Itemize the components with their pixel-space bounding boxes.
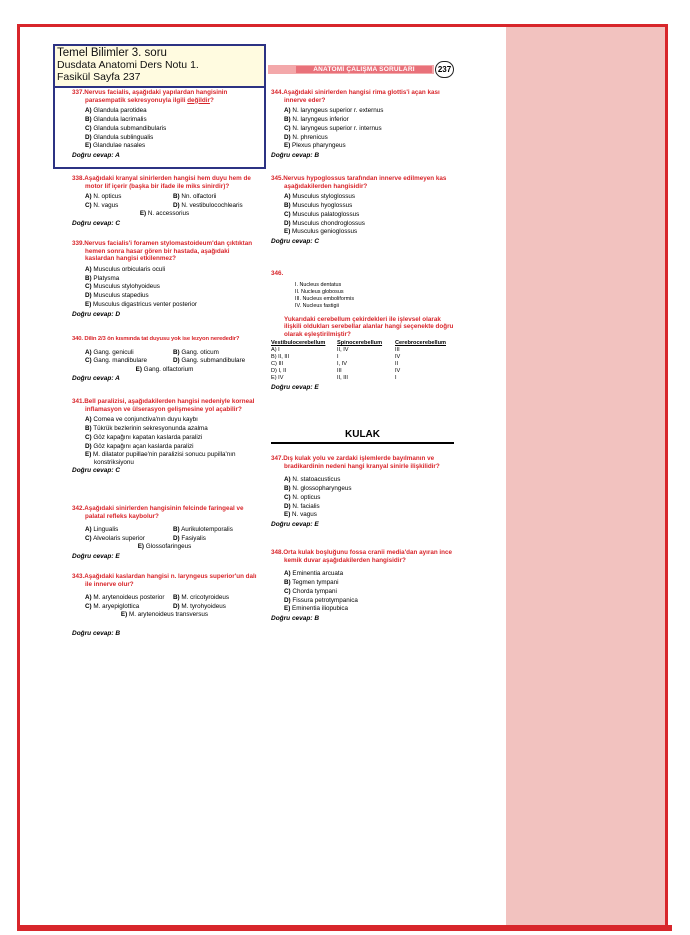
q342-option-b: B) Aurikulotemporalis: [173, 526, 233, 534]
q346-table-header: Vestibulocerebellum Spinocerebellum Cerebrocerebellum: [271, 340, 446, 347]
page-number: 237: [435, 61, 454, 78]
info-line-1: Temel Bilimler 3. soru: [57, 47, 167, 59]
q338-option-c: C) N. vagus: [85, 201, 119, 209]
section-rule: [271, 442, 454, 444]
q348-option-c: C) Chorda tympani: [284, 587, 337, 595]
q348-option-d: D) Fissura petrotympanica: [284, 596, 358, 604]
q338-option-d: D) N. vestibulocochlearis: [173, 201, 243, 209]
q346-table-row: B) II, III I IV: [271, 354, 401, 361]
q344-option-a: A) N. laryngeus superior r. externus: [284, 107, 384, 115]
q341-option-d: D) Göz kapağını açan kaslarda paralizi: [85, 442, 194, 450]
q339-option-c: C) Musculus stylohyoideus: [85, 283, 160, 291]
q337-text: Nervus facialis, aşağıdaki yapılardan hangisinin parasempatik sekresyonuyla ilgili: [84, 89, 228, 104]
q343-answer: Doğru cevap: B: [72, 629, 121, 637]
q344: [271, 89, 456, 159]
q344-option-c: C) N. laryngeus superior r. internus: [284, 124, 382, 132]
q346-answer: Doğru cevap: E: [271, 383, 319, 391]
q347-option-d: D) N. facialis: [284, 502, 320, 510]
q341: [72, 398, 257, 474]
q346-text: Yukarıdaki cerebellum çekirdekleri ile işlevsel olarak ilişkili oldukları serebellar alanlar hangi seçenekte doğru olarak eşleştirilmiştir?: [284, 315, 454, 338]
q348-option-a: A) Eminentia arcuata: [284, 570, 344, 578]
q339-text: 339.Nervus facialis'i foramen stylomastoideum'dan çıktıktan hemen sonra hasar gören bir hastada, aşağıdaki kaslardan hangisi etkilenmez?: [72, 240, 253, 263]
q343-option-a: A) M. arytenoideus posterior: [85, 594, 165, 602]
q345-answer: Doğru cevap: C: [271, 238, 320, 246]
q340: [72, 336, 257, 382]
q346-table-row: A) I II, IV III: [271, 347, 400, 354]
q339: [72, 240, 257, 318]
q345-option-a: A) Musculus styloglossus: [284, 193, 356, 201]
q346-table-row: D) I, II III IV: [271, 368, 401, 374]
section-title: KULAK: [345, 429, 380, 440]
q337-option-c: C) Glandula submandibularis: [85, 124, 167, 132]
q347-text: 347.Dış kulak yolu ve zardaki işlemlerde bayılmanın ve bradikardinin nedeni hangi kranyal sinirle ilişkilidir?: [271, 455, 440, 470]
q346-table-row: E) IV II, III I: [271, 374, 397, 381]
q348: [271, 549, 456, 622]
q348-answer: Doğru cevap: B: [271, 615, 320, 623]
q346-list-item: IV. Nucleus fastigii: [295, 302, 339, 309]
q337-answer: Doğru cevap: A: [72, 152, 120, 160]
q337-number: 337.: [72, 89, 85, 96]
q341-option-e: E) M. dilatator pupillae'nin paralizisi sonucu pupilla'nın konstriksiyonu: [85, 451, 236, 466]
q342-option-d: D) Fasiyalis: [173, 534, 206, 542]
q338-option-a: A) N. opticus: [85, 193, 122, 201]
q340-option-c: C) Gang. mandibulare: [85, 357, 147, 365]
q340-text: 340. Dilin 2/3 ön kısmında tat duyusu yok ise lezyon nerededir?: [72, 336, 240, 342]
q347: [271, 455, 456, 528]
q342: [72, 505, 257, 560]
q343: [72, 573, 257, 637]
q340-answer: Doğru cevap: A: [72, 375, 120, 383]
q342-answer: Doğru cevap: E: [72, 552, 120, 560]
q345: [271, 175, 456, 245]
q341-text: 341.Bell paralizisi, aşağıdakilerden hangisi nedeniyle korneal inflamasyon ve ülserasyon gelişmesine yol açabilir?: [72, 398, 255, 413]
q337-option-e: E) Glandulae nasales: [85, 142, 146, 150]
q341-answer: Doğru cevap: C: [72, 467, 121, 475]
q340-option-a: A) Gang. geniculi: [85, 348, 134, 356]
info-line-2: Dusdata Anatomi Ders Notu 1.: [57, 59, 199, 71]
q347-option-a: A) N. statoacusticus: [284, 476, 341, 484]
q344-text: 344.Aşağıdaki sinirlerden hangisi rima glottis'i açan kası innerve eder?: [271, 89, 440, 104]
q344-option-b: B) N. laryngeus inferior: [284, 115, 349, 123]
q346-number: 346.: [271, 270, 284, 277]
header-title: ANATOMİ ÇALIŞMA SORULARI: [313, 66, 415, 73]
q341-option-c: C) Göz kapağını kapatan kaslarda paralizi: [85, 433, 203, 441]
q340-option-d: D) Gang. submandibulare: [173, 357, 246, 365]
q345-text: 345.Nervus hypoglossus tarafından innerve edilmeyen kas aşağıdakilerden hangisidir?: [271, 175, 447, 190]
q338: [72, 175, 257, 227]
q344-answer: Doğru cevap: B: [271, 152, 320, 160]
q339-option-b: B) Platysma: [85, 274, 120, 282]
q337-mark: ?: [209, 96, 214, 104]
q347-option-b: B) N. glossopharyngeus: [284, 484, 352, 492]
q339-option-a: A) Musculus orbicularis oculi: [85, 265, 166, 273]
section-kulak: [271, 429, 454, 444]
q340-option-b: B) Gang. oticum: [173, 348, 219, 356]
q341-option-b: B) Tükrük bezlerinin sekresyonunda azalma: [85, 424, 208, 432]
q346-table-row: C) III I, IV II: [271, 361, 399, 368]
q341-option-a: A) Cornea ve conjunctiva'nın duyu kaybı: [85, 416, 198, 424]
q338-option-b: B) Nn. olfactorii: [173, 193, 217, 201]
q338-text: 338.Aşağıdaki kranyal sinirlerden hangisi hem duyu hem de motor lif içerir (başka bir ifade ile miks sinirdir)?: [72, 175, 251, 190]
q346-list-item: III. Nucleus emboliformis: [295, 295, 355, 302]
q337-option-a: A) Glandula parotidea: [85, 107, 147, 115]
q340-option-e: E) Gang. olfactorium: [135, 365, 194, 373]
q337-emphasis: değildir: [187, 96, 210, 104]
q345-option-c: C) Musculus palatoglossus: [284, 210, 360, 218]
q344-option-d: D) N. phrenicus: [284, 133, 328, 141]
q347-option-c: C) N. opticus: [284, 493, 321, 501]
q343-option-b: B) M. cricotyroideus: [173, 594, 229, 602]
q343-option-d: D) M. tyrohyoideus: [173, 602, 226, 610]
q348-option-b: B) Tegmen tympani: [284, 578, 339, 586]
q342-option-a: A) Lingualis: [85, 526, 119, 534]
q339-option-d: D) Musculus stapedius: [85, 292, 149, 300]
q346: [271, 270, 456, 391]
q342-option-c: C) Alveolaris superior: [85, 534, 145, 542]
q348-option-e: E) Eminentia iliopubica: [284, 605, 349, 613]
q339-answer: Doğru cevap: D: [72, 310, 121, 318]
info-line-3: Fasikül Sayfa 237: [57, 71, 141, 83]
q343-option-e: E) M. arytenoideus transversus: [120, 611, 209, 619]
page-frame-bottom: [17, 925, 672, 931]
q342-text: 342.Aşağıdaki sinirlerden hangisinin felcinde faringeal ve palatal refleks kaybolur?: [72, 505, 244, 520]
q347-option-e: E) N. vagus: [284, 511, 317, 519]
q343-text: 343.Aşağıdaki kaslardan hangisi n. laryngeus superior'un dalı ile innerve olur?: [72, 573, 257, 588]
q339-option-e: E) Musculus digastricus venter posterior: [85, 300, 197, 308]
q345-option-b: B) Musculus hyoglossus: [284, 201, 353, 209]
q346-list: [295, 282, 456, 310]
q338-option-e: E) N. accessorius: [139, 210, 190, 218]
q337-option-b: B) Glandula lacrimalis: [85, 115, 147, 123]
q344-option-e: E) Plexus pharyngeus: [284, 142, 346, 150]
q338-answer: Doğru cevap: C: [72, 219, 121, 227]
q343-option-c: C) M. aryepiglottica: [85, 602, 140, 610]
q337-option-d: D) Glandula sublingualis: [85, 133, 154, 141]
q345-option-d: D) Musculus chondroglossus: [284, 219, 365, 227]
q337: [72, 89, 257, 159]
q348-text: 348.Orta kulak boşluğunu fossa cranii media'dan ayıran ince kemik duvar aşağıdakilerden hangisidir?: [271, 549, 453, 564]
q346-list-item: II. Nucleus globosus: [295, 288, 344, 295]
q346-list-item: I. Nucleus dentatus: [295, 281, 342, 288]
q345-option-e: E) Musculus genioglossus: [284, 228, 358, 236]
q347-answer: Doğru cevap: E: [271, 521, 319, 529]
q346-match-table: [271, 340, 456, 381]
q342-option-e: E) Glossofaringeus: [137, 543, 192, 551]
